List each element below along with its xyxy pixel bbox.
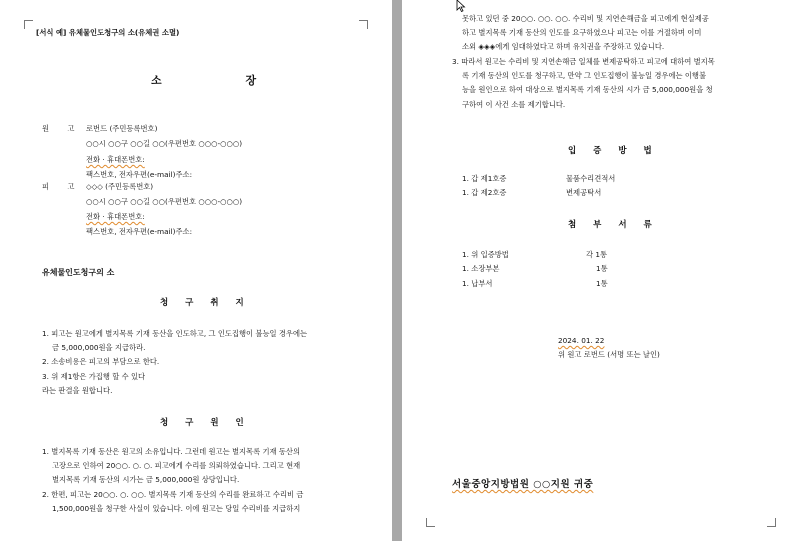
defendant-fax: 팩스번호, 전자우편(e-mail)주소:	[86, 227, 193, 236]
defendant-label: 피 고	[42, 182, 83, 191]
claim-cause-line: 록 기재 동산의 인도를 청구하고, 만약 그 인도집행이 불능일 경우에는 이행불	[462, 71, 707, 80]
evidence-desc: 물품수리견적서	[566, 174, 616, 183]
form-label: [서식 예] 유체물인도청구의 소(유체권 소멸)	[36, 28, 180, 37]
attachments-heading: 첨 부 서 류	[568, 220, 659, 230]
claim-cause-line: 1,500,000원을 청구한 사실이 있습니다. 이에 원고는 당일 수리비를 지급하지	[52, 504, 301, 513]
plaintiff-name: 로번드 (주민등록번호)	[86, 124, 158, 133]
page-corner-mark	[359, 20, 368, 29]
page-corner-mark	[767, 518, 776, 527]
evidence-heading: 입 증 방 법	[568, 146, 659, 156]
attachment-qty: 1통	[596, 279, 608, 288]
claim-purpose-line: 금 5,000,000원을 지급하라.	[52, 343, 146, 352]
attachment-name: 1. 소장부본	[462, 264, 500, 273]
page-corner-mark	[24, 20, 33, 29]
claim-cause-line: 소외 ◈◈◈에게 임대하였다고 하며 유치권을 주장하고 있습니다.	[462, 42, 665, 51]
document-page-left	[0, 0, 392, 541]
document-page-right	[402, 0, 800, 541]
claim-purpose-line: 라는 판결을 원합니다.	[42, 386, 113, 395]
claim-cause-line: 3. 따라서 원고는 수리비 및 지연손해금 일체를 변제공탁하고 피고에 대하여 별지목	[452, 57, 715, 66]
plaintiff-address: ○○시 ○○구 ○○길 ○○(우편번호 ○○○-○○○)	[86, 139, 243, 148]
page-corner-mark	[426, 518, 435, 527]
claim-purpose-line: 1. 피고는 원고에게 별지목록 기재 동산을 인도하고, 그 인도집행이 불능일 경우에는	[42, 329, 308, 338]
defendant-phone: 전화 · 휴대폰번호:	[86, 212, 145, 221]
attachment-qty: 각 1통	[586, 250, 608, 259]
case-name: 유체물인도청구의 소	[42, 268, 115, 277]
evidence-no: 1. 갑 제1호증	[462, 174, 507, 183]
document-title: 소 장	[151, 74, 297, 87]
claim-cause-line: 별지목록 기재 동산의 시가는 금 5,000,000원 상당입니다.	[52, 475, 240, 484]
evidence-desc: 변제공탁서	[566, 188, 602, 197]
filing-date: 2024. 01. 22	[558, 336, 605, 345]
mouse-cursor-icon	[456, 0, 466, 12]
claim-purpose-line: 2. 소송비용은 피고의 부담으로 한다.	[42, 357, 160, 366]
attachment-name: 1. 납부서	[462, 279, 493, 288]
claim-cause-line: 구하여 이 사건 소를 제기합니다.	[462, 100, 566, 109]
claim-cause-line: 고장으로 인하여 20○○. ○. ○. 피고에게 수리를 의뢰하였습니다. 그리고 현재	[52, 461, 301, 470]
claim-cause-line: 1. 별지목록 기재 동산은 원고의 소유입니다. 그런데 원고는 별지목록 기재 동산의	[42, 447, 301, 456]
plaintiff-fax: 팩스번호, 전자우편(e-mail)주소:	[86, 170, 193, 179]
attachment-qty: 1통	[596, 264, 608, 273]
plaintiff-phone: 전화 · 휴대폰번호:	[86, 155, 145, 164]
claim-cause-line: 하고 별지목록 기재 동산의 인도를 요구하였으나 피고는 이를 거절하며 이미	[462, 28, 702, 37]
defendant-name: ◇◇◇ (주민등록번호)	[86, 182, 154, 191]
defendant-address: ○○시 ○○구 ○○길 ○○(우편번호 ○○○-○○○)	[86, 197, 243, 206]
claim-purpose-heading: 청 구 취 지	[160, 298, 251, 308]
evidence-no: 1. 갑 제2호증	[462, 188, 507, 197]
signature-line: 위 원고 로번드 (서명 또는 날인)	[558, 350, 660, 359]
plaintiff-label: 원 고	[42, 124, 83, 133]
court-name: 서울중앙지방법원 ○○지원 귀중	[452, 479, 594, 490]
attachment-name: 1. 위 입증방법	[462, 250, 509, 259]
claim-cause-heading: 청 구 원 인	[160, 418, 251, 428]
claim-cause-line: 능을 원인으로 하여 대상으로 별지목록 기재 동산의 시가 금 5,000,000원을 청	[462, 85, 713, 94]
claim-purpose-line: 3. 위 제1항은 가집행 할 수 있다	[42, 372, 146, 381]
claim-cause-line: 못하고 있던 중 20○○. ○○. ○○. 수리비 및 지연손해금을 피고에게 현실제공	[462, 14, 709, 23]
claim-cause-line: 2. 한편, 피고는 20○○. ○. ○○. 별지목록 기재 동산의 수리를 완료하고 수리비 금	[42, 490, 304, 499]
